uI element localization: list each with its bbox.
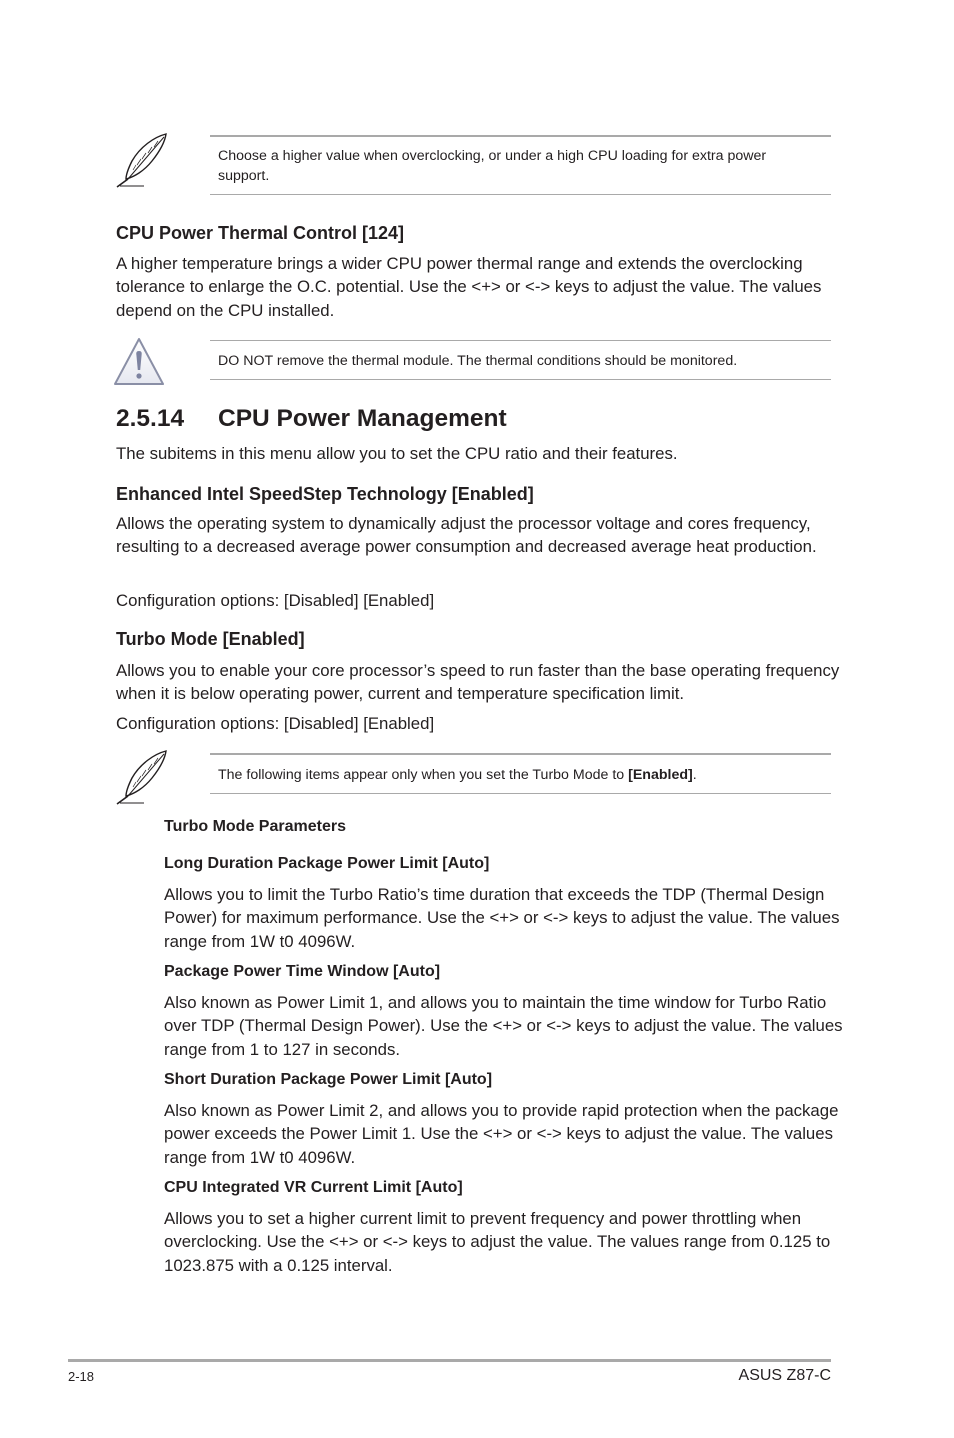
time-window-heading: Package Power Time Window [Auto] [164,963,441,980]
note2-text-bold: [Enabled] [628,767,693,783]
footer-rule [68,1359,831,1362]
note-text: Choose a higher value when overclocking, or under a high CPU loading for extra power support. [218,148,767,184]
turbo-params-heading: Turbo Mode Parameters [164,818,346,835]
feather-note-icon [114,748,172,806]
feather-note-icon [114,131,172,189]
eist-heading: Enhanced Intel SpeedStep Technology [Enabled] [116,484,534,504]
note-top-rule [210,135,831,137]
warning-top-rule [210,340,831,341]
warning-triangle-icon [112,336,166,388]
section-title-text: CPU Power Management [218,405,507,432]
short-duration-heading: Short Duration Package Power Limit [Auto] [164,1071,493,1088]
cpu-power-thermal-body: A higher temperature brings a wider CPU power thermal range and extends the overclocking tolerance to enlarge the O.C. potential. Use the <+> or <-> keys to adjust the value. The values depend on the CPU installed. [116,254,822,320]
note-bottom-rule [210,194,831,195]
turbo-heading: Turbo Mode [Enabled] [116,629,305,649]
long-duration-heading: Long Duration Package Power Limit [Auto] [164,855,490,872]
note2-text-before: The following items appear only when you set the Turbo Mode to [218,767,629,783]
page-number: 2-18 [68,1369,95,1384]
eist-body: Allows the operating system to dynamically adjust the processor voltage and cores frequency, resulting to a decreased average power consumption and decreased average heat production. [116,514,817,557]
note2-text-after: . [692,767,697,783]
short-duration-body: Also known as Power Limit 2, and allows you to provide rapid protection when the package power exceeds the Power Limit 1. Use the <+> or <-> keys to adjust the value. The values range from 1W t0 4096W. [164,1101,839,1167]
time-window-body: Also known as Power Limit 1, and allows you to maintain the time window for Turbo Ratio over TDP (Thermal Design Power). Use the <+> or <-> keys to adjust the value. The values range from 1 to 127 in seconds. [164,993,843,1059]
eist-options: Configuration options: [Disabled] [Enabled] [116,591,435,610]
note2-text [218,765,818,785]
turbo-options: Configuration options: [Disabled] [Enabled] [116,714,435,733]
warning-text: DO NOT remove the thermal module. The thermal conditions should be monitored. [218,353,738,369]
warning-bottom-rule [210,379,831,380]
section-intro: The subitems in this menu allow you to set the CPU ratio and their features. [116,444,678,463]
long-duration-body: Allows you to limit the Turbo Ratio’s time duration that exceeds the TDP (Thermal Design Power) for maximum performance. Use the <+> or <-> keys to adjust the value. The values range from 1W t0 4096W. [164,885,840,951]
vr-current-body: Allows you to set a higher current limit to prevent frequency and power throttling when overclocking. Use the <+> or <-> keys to adjust the value. The values range from 0.125 to 1023.875 with a 0.125 interval. [164,1209,831,1275]
section-title [116,405,507,433]
vr-current-heading: CPU Integrated VR Current Limit [Auto] [164,1179,463,1196]
note2-bottom-rule [210,793,831,794]
cpu-power-thermal-heading: CPU Power Thermal Control [124] [116,223,405,243]
turbo-body: Allows you to enable your core processor’s speed to run faster than the base operating frequency when it is below operating power, current and temperature specification limit. [116,661,840,704]
note2-top-rule [210,753,831,755]
section-number: 2.5.14 [116,405,185,432]
product-name: ASUS Z87-C [738,1367,831,1384]
